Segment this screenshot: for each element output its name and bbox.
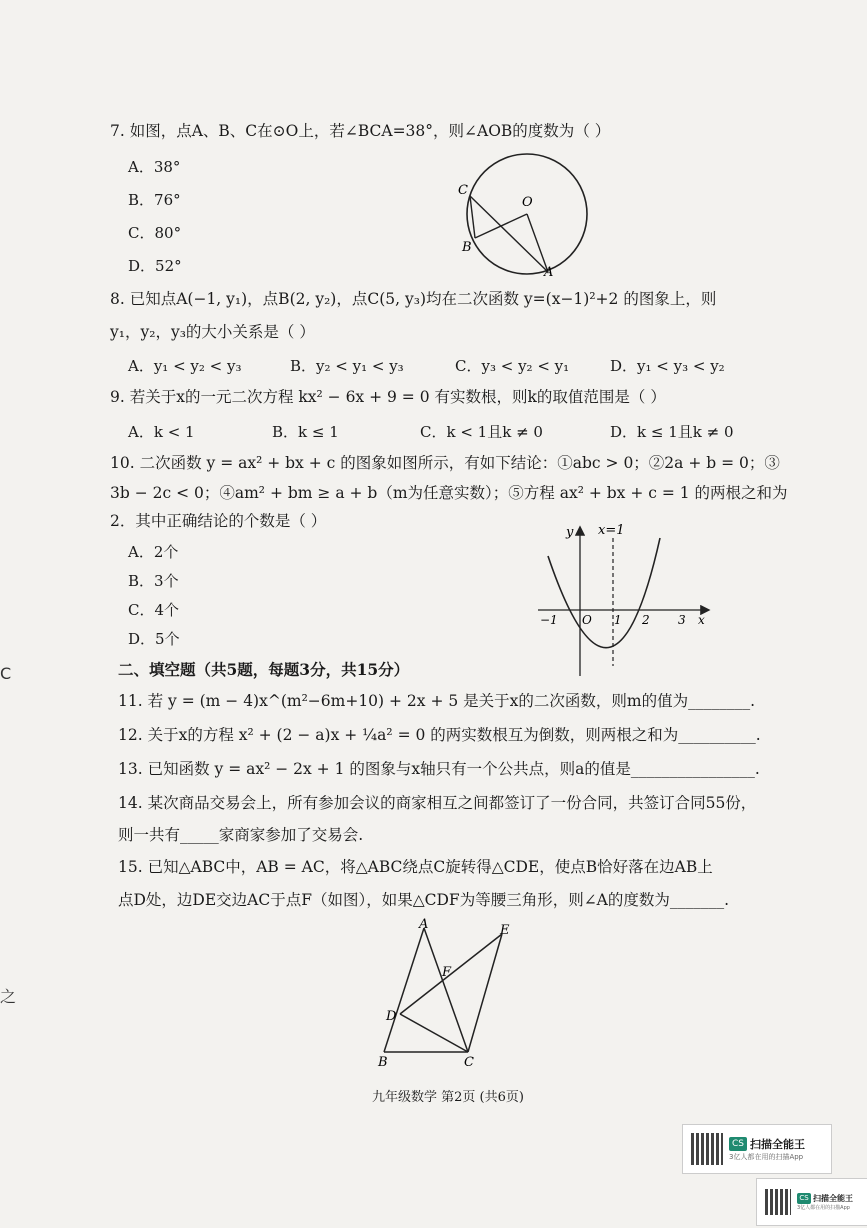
q10-stem: 10. 二次函数 y = ax² + bx + c 的图象如图所示，有如下结论：①abc > 0；②2a + b = 0；③ [110, 454, 780, 472]
q8-option-b: B．y₂ < y₁ < y₃ [290, 357, 404, 375]
section-title-fill-blank: 二、填空题（共5题，每题3分，共15分） [118, 660, 410, 679]
segment-cb [470, 196, 475, 238]
label-x-eq-1: x=1 [598, 523, 625, 538]
label-o: O [522, 195, 533, 210]
label-b: B [462, 240, 472, 255]
qr-code-icon [765, 1189, 791, 1215]
margin-mark-zhi: 之 [0, 987, 17, 1006]
label-1: 1 [614, 613, 622, 627]
label-x: x [698, 613, 705, 627]
badge-text-group [729, 1136, 805, 1162]
q7-stem: 7. 如图，点A、B、C在⊙O上，若∠BCA=38°，则∠AOB的度数为（ ） [110, 122, 611, 140]
segment-ec [468, 934, 502, 1052]
label-origin: O [582, 613, 592, 627]
segment-bo [475, 214, 527, 238]
q14-text: 14. 某次商品交易会上，所有参加会议的商家相互之间都签订了一份合同，共签订合同55份， [118, 794, 757, 812]
q9-option-d: D．k ≤ 1且k ≠ 0 [610, 423, 734, 441]
q15-triangle-figure [370, 918, 530, 1072]
q9-option-c: C．k < 1且k ≠ 0 [420, 423, 543, 441]
q10-stem-3: 2．其中正确结论的个数是（ ） [110, 512, 327, 530]
cs-logo-icon: CS [729, 1137, 747, 1151]
q10-stem-2: 3b − 2c < 0；④am² + bm ≥ a + b（m为任意实数）；⑤方程 ax² + bx + c = 1 的两根之和为 [110, 484, 788, 502]
badge-title: 扫描全能王 [750, 1138, 805, 1151]
label-f: F [442, 965, 452, 980]
badge-text-group [797, 1193, 853, 1211]
scanner-badge-2 [756, 1178, 867, 1226]
label-2: 2 [642, 613, 650, 627]
q11-text: 11. 若 y = (m − 4)x^(m²−6m+10) + 2x + 5 是关于x的二次函数，则m的值为________. [118, 692, 756, 710]
q9-stem: 9. 若关于x的一元二次方程 kx² − 6x + 9 = 0 有实数根，则k的取值范围是（ ） [110, 388, 666, 406]
parabola-curve [548, 538, 660, 648]
q7-option-a: A．38° [128, 158, 181, 176]
label-a: A [419, 918, 429, 932]
cs-logo-icon: CS [797, 1193, 811, 1204]
q15-text-2: 点D处，边DE交边AC于点F（如图），如果△CDF为等腰三角形，则∠A的度数为_______. [118, 891, 730, 909]
q7-circle-figure [450, 148, 600, 280]
q9-option-a: A．k < 1 [128, 423, 195, 441]
q7-option-b: B．76° [128, 191, 181, 209]
badge-title: 扫描全能王 [813, 1194, 853, 1203]
label-3: 3 [678, 613, 686, 627]
q13-text: 13. 已知函数 y = ax² − 2x + 1 的图象与x轴只有一个公共点，则a的值是________________. [118, 760, 760, 778]
q7-option-c: C．80° [128, 224, 182, 242]
q9-option-b: B．k ≤ 1 [272, 423, 339, 441]
qr-code-icon [691, 1133, 723, 1165]
segment-dc [400, 1014, 468, 1052]
label-e: E [500, 923, 510, 938]
q15-text: 15. 已知△ABC中，AB = AC，将△ABC绕点C旋转得△CDE，使点B恰好落在边AB上 [118, 858, 713, 876]
margin-mark-c: C [0, 664, 12, 683]
q14-text-2: 则一共有_____家商家参加了交易会. [118, 826, 364, 844]
q10-option-b: B．3个 [128, 572, 179, 590]
q7-option-d: D．52° [128, 257, 182, 275]
label-neg1: −1 [540, 613, 558, 627]
q10-option-a: A．2个 [128, 543, 179, 561]
segment-ca [470, 196, 548, 272]
segment-oa [527, 214, 548, 272]
label-c: C [458, 183, 468, 198]
q8-option-c: C．y₃ < y₂ < y₁ [455, 357, 570, 375]
q8-stem-2: y₁，y₂，y₃的大小关系是（ ） [110, 323, 315, 341]
label-d: D [386, 1009, 397, 1024]
badge-subtitle: 3亿人都在用的扫描App [729, 1153, 804, 1161]
scanner-badge [682, 1124, 832, 1174]
q10-option-d: D．5个 [128, 630, 180, 648]
q8-option-d: D．y₁ < y₃ < y₂ [610, 357, 725, 375]
q10-parabola-graph [530, 516, 720, 680]
q8-option-a: A．y₁ < y₂ < y₃ [128, 357, 242, 375]
label-b: B [378, 1055, 388, 1070]
q12-text: 12. 关于x的方程 x² + (2 − a)x + ¼a² = 0 的两实数根互为倒数，则两根之和为__________. [118, 726, 761, 744]
label-a: A [544, 265, 554, 280]
label-c: C [464, 1055, 474, 1070]
badge-subtitle: 3亿人都在用的扫描App [797, 1205, 850, 1211]
q10-option-c: C．4个 [128, 601, 180, 619]
page-footer: 九年级数学 第2页 (共6页) [372, 1090, 524, 1105]
q8-stem: 8. 已知点A(−1, y₁)，点B(2, y₂)，点C(5, y₃)均在二次函数 y=(x−1)²+2 的图象上，则 [110, 290, 717, 308]
segment-ab [384, 928, 424, 1052]
label-y: y [566, 525, 574, 540]
